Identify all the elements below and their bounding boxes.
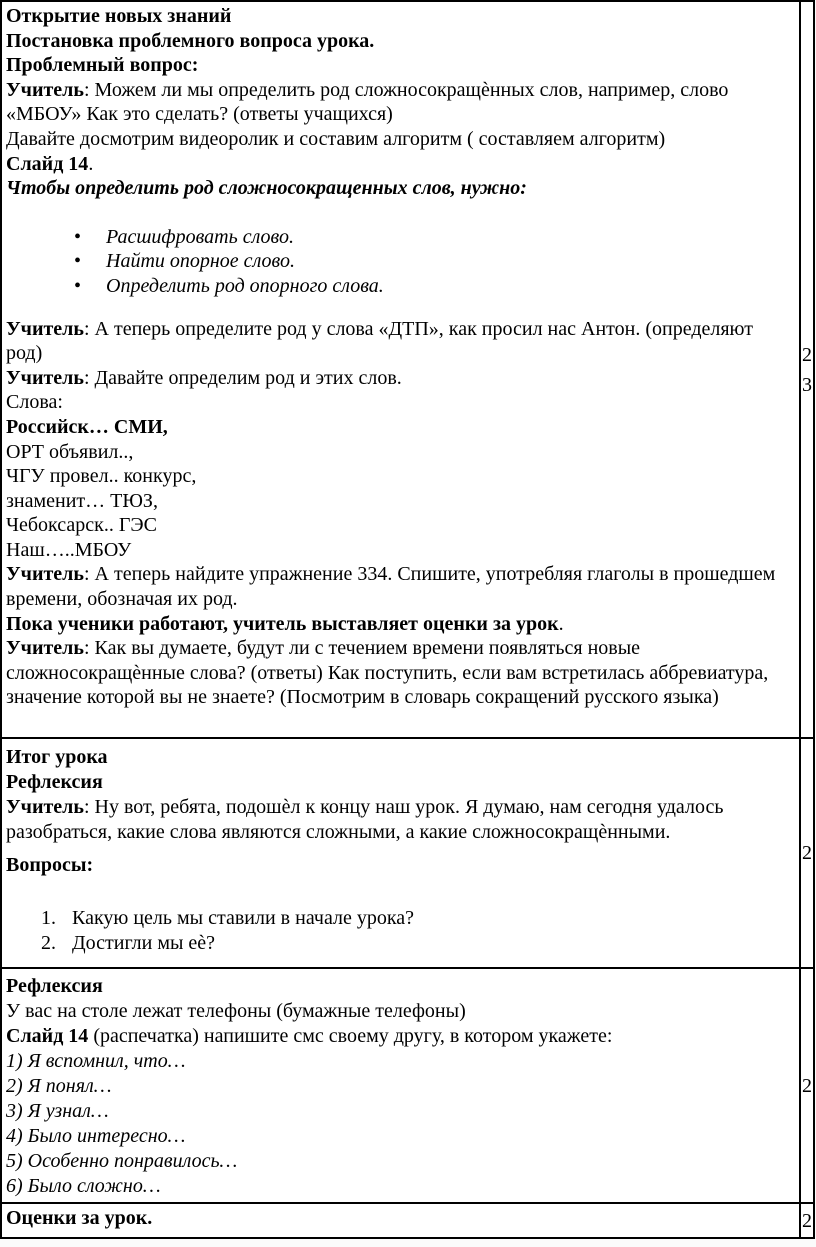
text-segment: Учитель xyxy=(6,317,84,340)
paragraph xyxy=(6,1124,791,1149)
text-segment: Слайд 14 xyxy=(6,152,89,175)
paragraph xyxy=(6,612,791,637)
paragraph xyxy=(6,4,791,29)
paragraph xyxy=(6,176,791,201)
table-row xyxy=(2,969,813,1204)
text-segment: 1) Я вспомнил, что… xyxy=(6,1050,186,1072)
text-segment: У вас на столе лежат телефоны (бумажные телефоны) xyxy=(6,1000,466,1022)
text-segment: Чтобы определить род сложносокращенных слов, нужно: xyxy=(6,177,527,200)
paragraph xyxy=(6,853,791,878)
table-row xyxy=(2,1204,813,1237)
text-segment: Учитель xyxy=(6,637,84,660)
paragraph xyxy=(6,636,791,710)
text-segment: Учитель xyxy=(6,563,84,586)
text-segment: : Ну вот, ребята, подошѐл к концу наш урок. Я думаю, нам сегодня удалось разобраться, какие слова являются сложными, а какие сложносокращѐнными. xyxy=(6,796,724,843)
paragraph xyxy=(6,152,791,177)
text-segment: ОРТ объявил.., xyxy=(6,440,134,463)
text-segment: : Давайте определим род и этих слов. xyxy=(83,366,402,389)
paragraph xyxy=(6,513,791,538)
text-segment: 5) Особенно понравилось… xyxy=(6,1150,238,1172)
list-item: Достигли мы еѐ? xyxy=(72,932,216,954)
content-cell xyxy=(2,2,801,737)
paragraph xyxy=(6,1099,791,1124)
text-segment: Слова: xyxy=(6,391,63,414)
row-number: 2 xyxy=(802,1074,812,1097)
paragraph xyxy=(6,974,791,999)
text-segment: 4) Было интересно… xyxy=(6,1125,186,1147)
text-segment: . xyxy=(88,152,94,175)
text-segment: Слайд 14 xyxy=(6,1025,89,1047)
text-segment: Учитель xyxy=(6,78,84,101)
paragraph xyxy=(6,366,791,391)
number-cell xyxy=(801,1204,813,1237)
content-cell xyxy=(2,739,801,967)
text-segment: : А теперь определите род у слова «ДТП», как просил нас Антон. (определяют род) xyxy=(6,317,753,365)
text-segment: Постановка проблемного вопроса урока. xyxy=(6,29,375,52)
text-segment: Учитель xyxy=(6,796,84,818)
text-segment: Проблемный вопрос: xyxy=(6,54,199,77)
paragraph xyxy=(6,464,791,489)
content-cell xyxy=(2,969,801,1202)
text-segment: : Можем ли мы определить род сложносокращѐнных слов, например, слово «МБОУ» Как это сделать? (ответы учащихся) xyxy=(6,78,729,126)
text-segment: знаменит… ТЮЗ, xyxy=(6,489,158,512)
text-segment: Открытие новых знаний xyxy=(6,5,232,27)
list-item: • Расшифровать слово. xyxy=(106,225,791,250)
text-segment: Рефлексия xyxy=(6,771,103,793)
text-segment: Вопросы: xyxy=(6,854,94,876)
text-segment: Давайте досмотрим видеоролик и составим алгоритм ( составляем алгоритм) xyxy=(6,127,666,150)
text-segment: Учитель xyxy=(6,366,84,389)
bullet-list xyxy=(6,225,791,299)
row-number: 2 xyxy=(802,842,812,864)
text-segment: ЧГУ провел.. конкурс, xyxy=(6,465,197,488)
paragraph xyxy=(6,1049,791,1074)
text-segment: . xyxy=(558,612,564,635)
paragraph xyxy=(6,415,791,440)
content-cell xyxy=(2,1204,801,1237)
paragraph xyxy=(6,440,791,465)
paragraph xyxy=(6,29,791,54)
text-segment: 6) Было сложно… xyxy=(6,1175,161,1197)
paragraph xyxy=(6,795,791,845)
text-segment: (распечатка) напишите смс своему другу, в котором укажете: xyxy=(88,1025,613,1047)
numbered-list xyxy=(6,906,791,956)
text-segment: 3) Я узнал… xyxy=(6,1100,109,1122)
number-cell xyxy=(801,2,813,737)
text-segment: : Как вы думаете, будут ли с течением времени появляться новые сложносокращѐнные слова? (ответы) Как поступить, если вам встретилась аббревиатура, значение которой вы не знаете? (Посмотрим в словарь сокращений русского языка) xyxy=(6,637,769,709)
text-segment: Российск… СМИ, xyxy=(6,415,168,438)
number-cell xyxy=(801,739,813,967)
list-item: Какую цель мы ставили в начале урока? xyxy=(72,907,415,929)
text-segment: Итог урока xyxy=(6,746,108,768)
text-segment: : А теперь найдите упражнение 334. Спишите, употребляя глаголы в прошедшем времени, обозначая их род. xyxy=(6,563,776,611)
paragraph xyxy=(6,1074,791,1099)
table-row xyxy=(2,2,813,739)
list-item: • Определить род опорного слова. xyxy=(106,274,791,299)
paragraph xyxy=(6,1024,791,1049)
text-segment: Оценки за урок. xyxy=(6,1207,153,1229)
paragraph xyxy=(6,1149,791,1174)
text-segment: Чебоксарск.. ГЭС xyxy=(6,514,157,537)
paragraph xyxy=(6,78,791,127)
paragraph xyxy=(6,127,791,152)
paragraph xyxy=(6,317,791,366)
paragraph xyxy=(6,53,791,78)
paragraph xyxy=(6,1174,791,1199)
text-segment: Наш…..МБОУ xyxy=(6,538,132,561)
list-item: • Найти опорное слово. xyxy=(106,249,791,274)
paragraph xyxy=(6,489,791,514)
table-row xyxy=(2,739,813,969)
paragraph xyxy=(6,1206,791,1231)
number-cell xyxy=(801,969,813,1202)
text-segment: Рефлексия xyxy=(6,975,103,997)
paragraph xyxy=(6,999,791,1024)
paragraph xyxy=(6,745,791,770)
paragraph xyxy=(6,770,791,795)
row-number: 3 xyxy=(802,373,812,396)
row-number: 2 xyxy=(802,343,812,366)
text-segment: 2) Я понял… xyxy=(6,1075,112,1097)
paragraph xyxy=(6,538,791,563)
text-segment: Пока ученики работают, учитель выставляет оценки за урок xyxy=(6,612,559,635)
row-number: 2 xyxy=(802,1209,812,1232)
paragraph xyxy=(6,390,791,415)
paragraph xyxy=(6,562,791,611)
